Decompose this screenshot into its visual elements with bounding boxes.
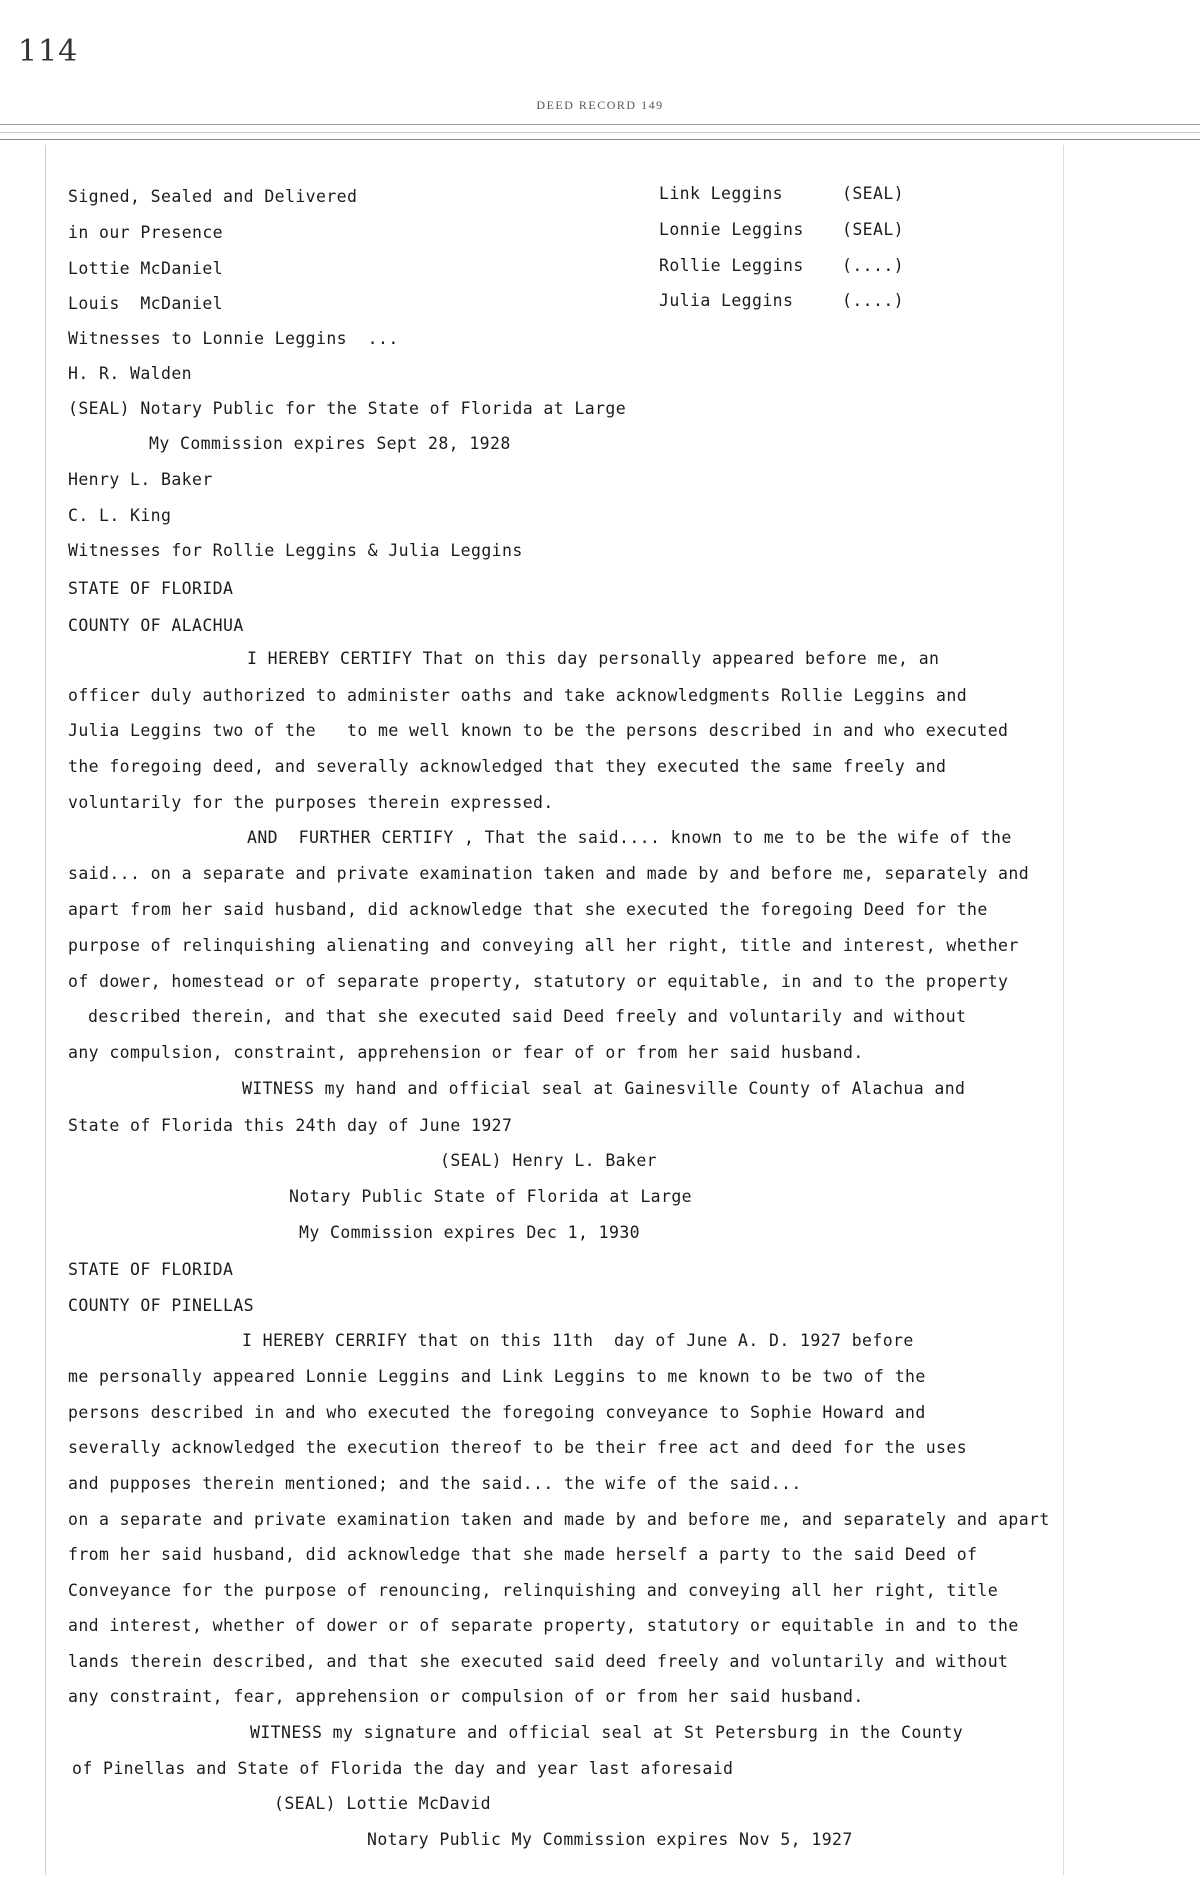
document-line: COUNTY OF ALACHUA: [68, 616, 244, 635]
document-line: State of Florida this 24th day of June 1927: [68, 1116, 513, 1135]
document-line: severally acknowledged the execution thereof to be their free act and deed for the uses: [68, 1438, 968, 1457]
page-header: DEED RECORD 149: [536, 98, 664, 112]
document-line: Conveyance for the purpose of renouncing, relinquishing and conveying all her right, title: [68, 1581, 999, 1600]
document-line: on a separate and private examination taken and made by and before me, and separately and apart: [68, 1510, 1050, 1529]
document-line: persons described in and who executed the foregoing conveyance to Sophie Howard and: [68, 1403, 926, 1422]
document-line: Louis McDaniel: [68, 294, 224, 313]
document-line: Witnesses for Rollie Leggins & Julia Leggins: [68, 541, 523, 560]
document-line: me personally appeared Lonnie Leggins and Link Leggins to me known to be two of the: [68, 1367, 926, 1386]
header-rule: [0, 124, 1200, 125]
signature-seal: (SEAL): [842, 220, 905, 239]
document-line: I HEREBY CERTIFY That on this day personally appeared before me, an: [247, 649, 940, 668]
right-margin-line: [1063, 145, 1064, 1875]
header-rule: [0, 132, 1200, 133]
document-line: voluntarily for the purposes therein expressed.: [68, 793, 554, 812]
left-margin-line: [45, 145, 46, 1875]
page-number: 114: [18, 34, 79, 69]
signature-name: Lonnie Leggins: [659, 220, 804, 239]
header-rule: [0, 139, 1200, 140]
signature-name: Julia Leggins: [659, 291, 794, 310]
document-line: Notary Public My Commission expires Nov 5, 1927: [367, 1830, 853, 1849]
document-line: (SEAL) Henry L. Baker: [440, 1151, 658, 1170]
document-line: any constraint, fear, apprehension or compulsion of or from her said husband.: [68, 1687, 864, 1706]
document-line: Witnesses to Lonnie Leggins ...: [68, 329, 399, 348]
document-line: Henry L. Baker: [68, 470, 213, 489]
document-line: said... on a separate and private examination taken and made by and before me, separately and: [68, 864, 1030, 883]
document-line: H. R. Walden: [68, 364, 193, 383]
document-line: Julia Leggins two of the to me well known to be the persons described in and who executed: [68, 721, 1009, 740]
document-line: officer duly authorized to administer oaths and take acknowledgments Rollie Leggins and: [68, 686, 968, 705]
document-line: in our Presence: [68, 223, 224, 242]
document-line: WITNESS my signature and official seal at St Petersburg in the County: [250, 1723, 964, 1742]
document-line: lands therein described, and that she executed said deed freely and voluntarily and without: [68, 1652, 1009, 1671]
document-line: purpose of relinquishing alienating and conveying all her right, title and interest, whether: [68, 936, 1019, 955]
document-line: Notary Public State of Florida at Large: [289, 1187, 693, 1206]
document-line: WITNESS my hand and official seal at Gainesville County of Alachua and: [242, 1079, 966, 1098]
document-line: any compulsion, constraint, apprehension or fear of or from her said husband.: [68, 1043, 864, 1062]
signature-name: Link Leggins: [659, 184, 784, 203]
document-line: My Commission expires Sept 28, 1928: [149, 434, 511, 453]
document-line: of dower, homestead or of separate property, statutory or equitable, in and to the property: [68, 972, 1009, 991]
document-line: C. L. King: [68, 506, 172, 525]
document-line: STATE OF FLORIDA: [68, 1260, 234, 1279]
document-line: My Commission expires Dec 1, 1930: [299, 1223, 641, 1242]
document-line: I HEREBY CERRIFY that on this 11th day of June A. D. 1927 before: [242, 1331, 914, 1350]
document-line: STATE OF FLORIDA: [68, 579, 234, 598]
document-line: described therein, and that she executed said Deed freely and voluntarily and without: [88, 1007, 967, 1026]
document-line: Signed, Sealed and Delivered: [68, 187, 358, 206]
signature-name: Rollie Leggins: [659, 256, 804, 275]
signature-seal: (SEAL): [842, 184, 905, 203]
document-line: COUNTY OF PINELLAS: [68, 1296, 255, 1315]
document-line: and pupposes therein mentioned; and the said... the wife of the said...: [68, 1474, 802, 1493]
document-line: Lottie McDaniel: [68, 259, 224, 278]
signature-seal: (....): [842, 291, 905, 310]
document-line: and interest, whether of dower or of separate property, statutory or equitable in and to the: [68, 1616, 1019, 1635]
document-line: AND FURTHER CERTIFY , That the said.... known to me to be the wife of the: [247, 828, 1012, 847]
document-line: (SEAL) Lottie McDavid: [274, 1794, 492, 1813]
document-line: from her said husband, did acknowledge that she made herself a party to the said Deed of: [68, 1545, 978, 1564]
signature-seal: (....): [842, 256, 905, 275]
document-line: apart from her said husband, did acknowledge that she executed the foregoing Deed for the: [68, 900, 988, 919]
document-line: (SEAL) Notary Public for the State of Florida at Large: [68, 399, 627, 418]
document-line: of Pinellas and State of Florida the day and year last aforesaid: [72, 1759, 734, 1778]
document-line: the foregoing deed, and severally acknowledged that they executed the same freely and: [68, 757, 947, 776]
